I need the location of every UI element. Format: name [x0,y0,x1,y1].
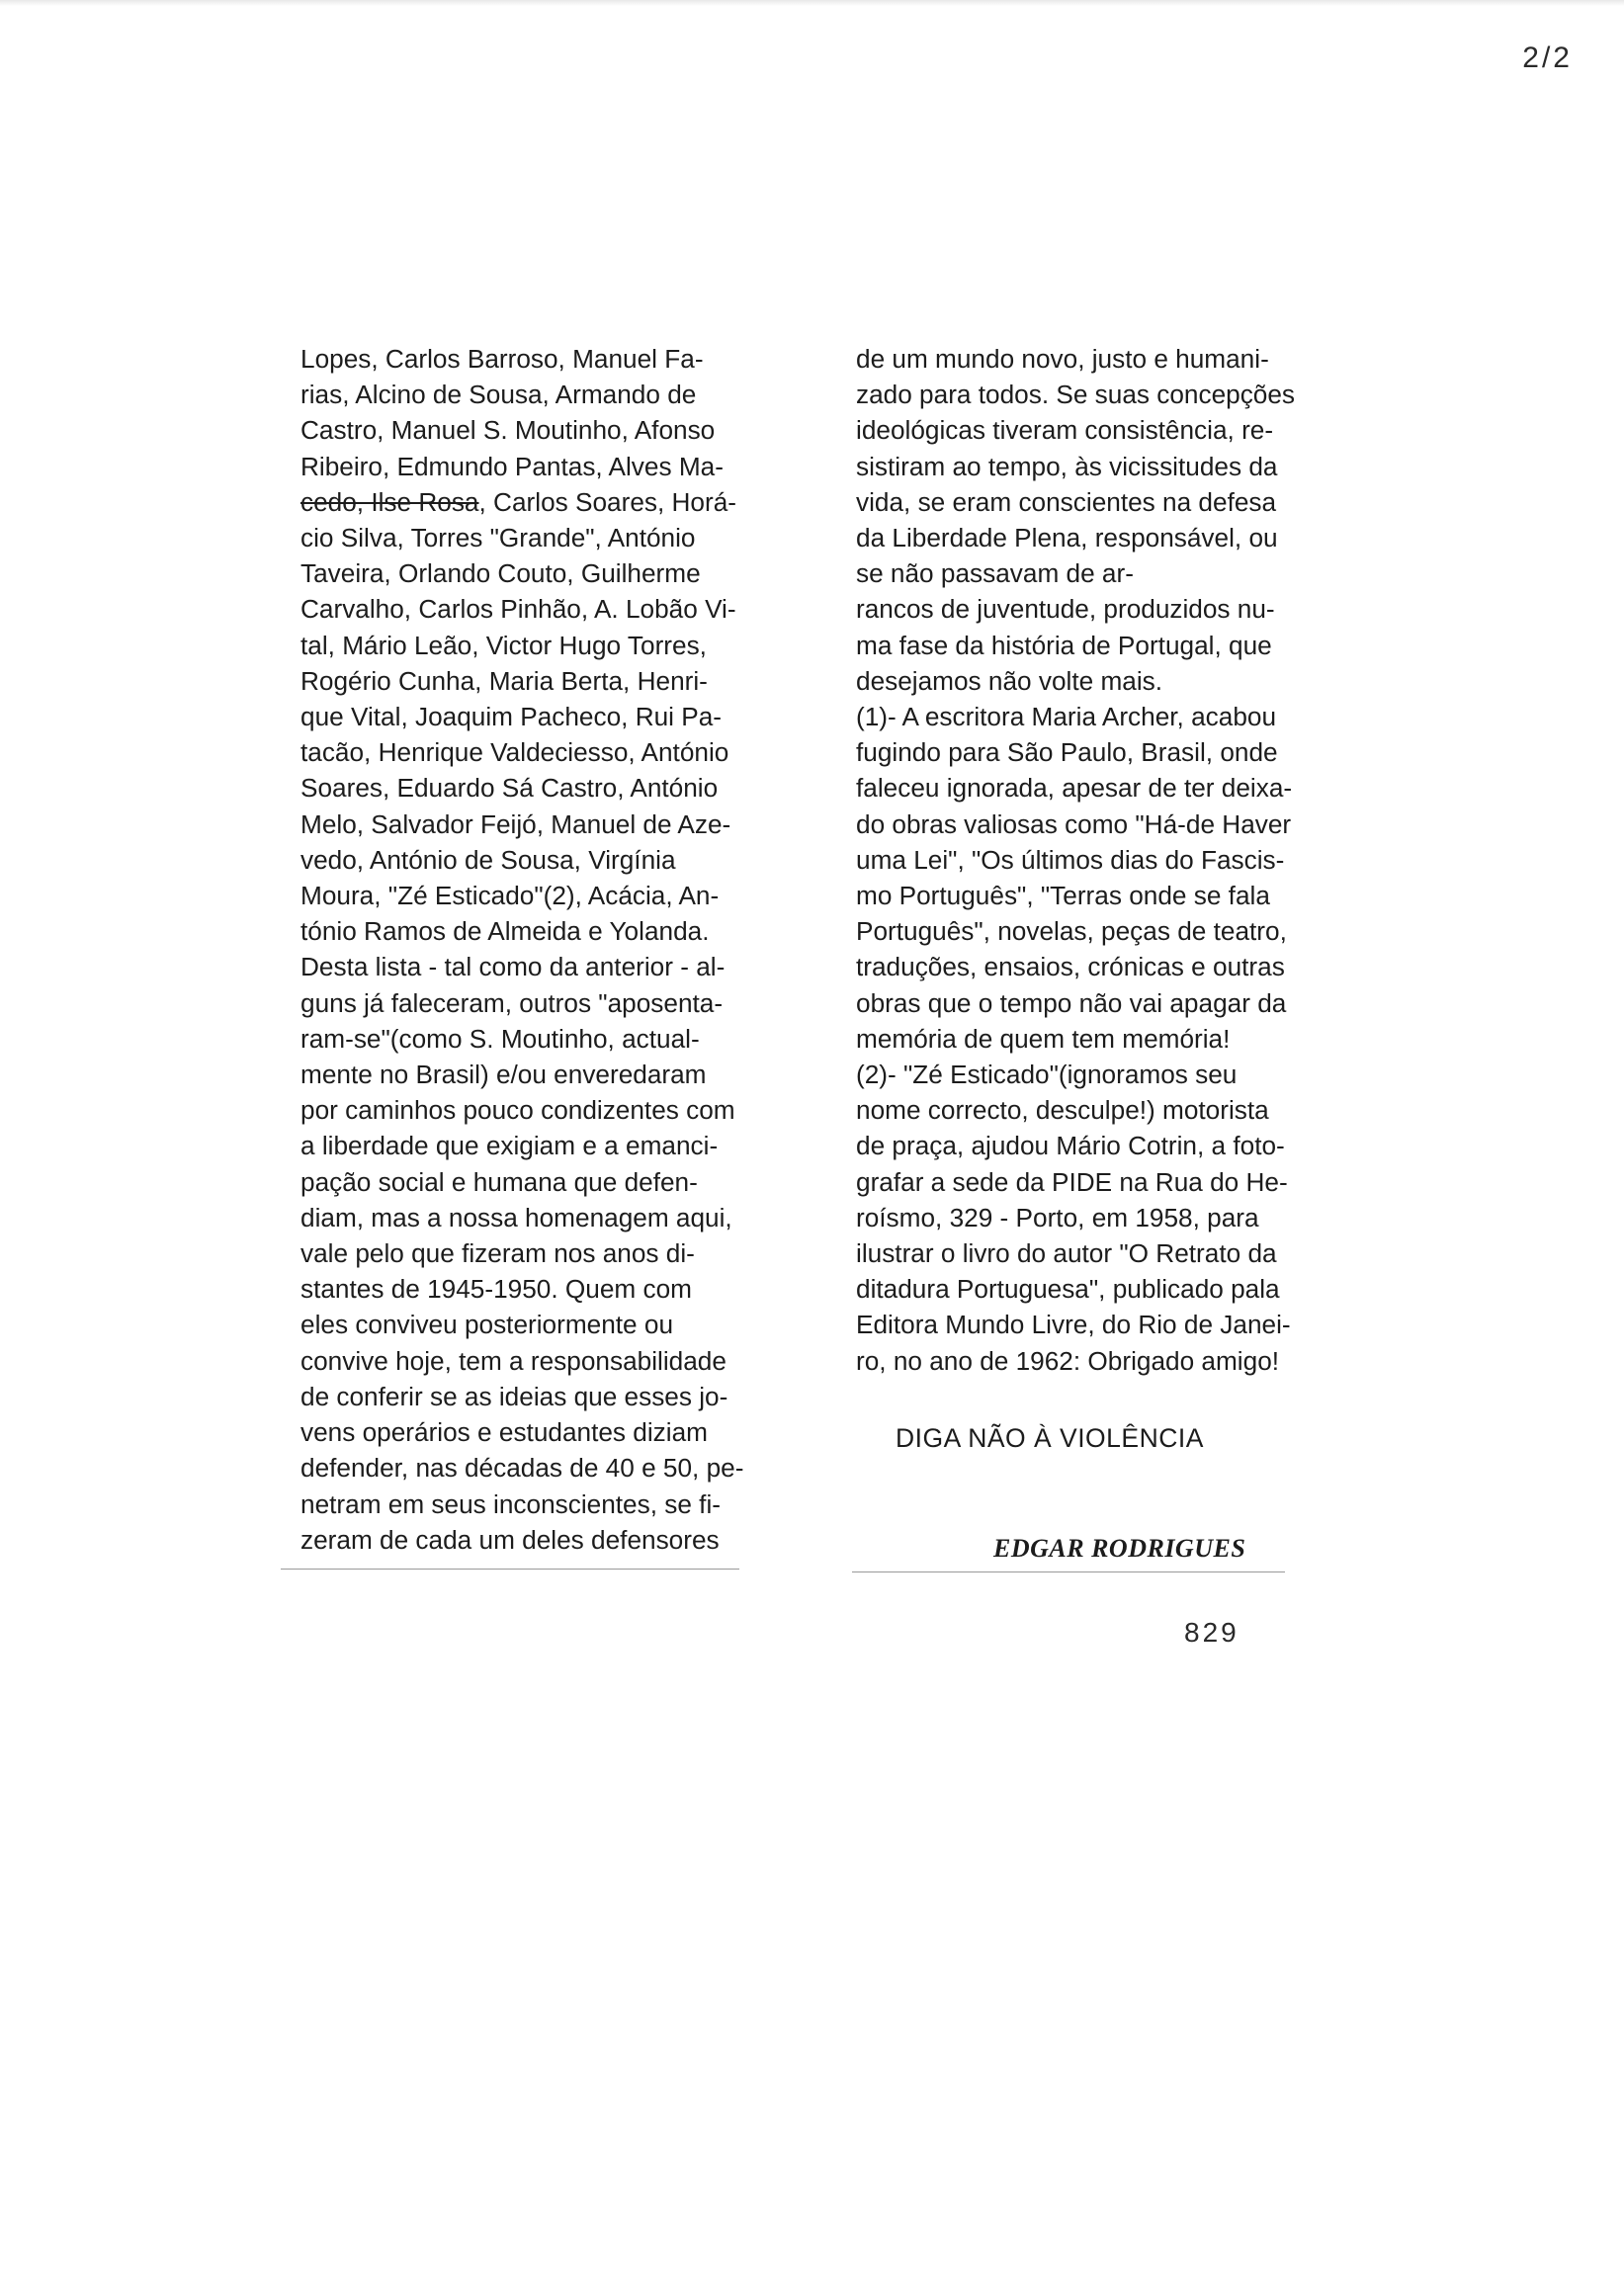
left-column-text [300,341,753,1558]
right-column-text [856,341,1309,1379]
text-line: stantes de 1945-1950. Quem com [300,1274,692,1305]
text-line: convive hoje, tem a responsabilidade [300,1345,727,1376]
text-line: netram em seus inconscientes, se fi- [300,1488,721,1519]
footnote-1-line: faleceu ignorada, apesar de ter deixa- [856,773,1293,804]
footnote-1-line: do obras valiosas como "Há-de Haver [856,808,1292,839]
right-column-bottom-rule [852,1571,1285,1572]
text-line: a liberdade que exigiam e a emanci- [300,1131,719,1161]
footnote-2-line: ilustrar o livro do autor "O Retrato da [856,1238,1277,1269]
footnote-1-line: (1)- A escritora Maria Archer, acabou [856,702,1277,732]
footnote-2-line: (2)- "Zé Esticado"(ignoramos seu [856,1060,1238,1090]
footnote-2-line: roísmo, 329 - Porto, em 1958, para [856,1202,1259,1232]
text-line: guns já faleceram, outros "aposenta- [300,987,724,1018]
text-line: de um mundo novo, justo e humani- [856,344,1269,374]
footnote-1-line: Português", novelas, peças de teatro, [856,916,1287,947]
text-line: cio Silva, Torres "Grande", António [300,523,696,553]
footnote-2-line: ro, no ano de 1962: Obrigado amigo! [856,1345,1280,1376]
text-line: Desta lista - tal como da anterior - al- [300,952,726,982]
text-line: mente no Brasil) e/ou enveredaram [300,1060,707,1090]
text-line: Moura, "Zé Esticado"(2), Acácia, An- [300,881,720,911]
footnote-1-line: memória de quem tem memória! [856,1023,1231,1054]
text-line: se não passavam de ar- [856,558,1134,589]
footnote-2-line: Editora Mundo Livre, do Rio de Janei- [856,1310,1291,1340]
text-line: sistiram ao tempo, às vicissitudes da [856,451,1278,481]
text-line: tal, Mário Leão, Victor Hugo Torres, [300,630,707,660]
text-line: vens operários e estudantes diziam [300,1417,708,1448]
text-line: da Liberdade Plena, responsável, ou [856,523,1278,553]
text-line: de conferir se as ideias que esses jo- [300,1381,728,1411]
text-line: Castro, Manuel S. Moutinho, Afonso [300,415,716,446]
text-line: Rogério Cunha, Maria Berta, Henri- [300,665,708,696]
footnote-2-line: nome correcto, desculpe!) motorista [856,1095,1269,1126]
footnote-1-line: uma Lei", "Os últimos dias do Fascis- [856,844,1285,875]
footnote-1-line: mo Português", "Terras onde se fala [856,881,1270,911]
text-line: zeram de cada um deles defensores [300,1524,720,1555]
text-line: zado para todos. Se suas concepções [856,380,1296,410]
page-counter: 2/2 [1522,42,1573,74]
text-line: rias, Alcino de Sousa, Armando de [300,380,697,410]
text-line-rest: , Carlos Soares, Horá- [478,486,737,517]
text-line: vida, se eram conscientes na defesa [856,486,1277,517]
text-line: Taveira, Orlando Couto, Guilherme [300,558,701,589]
text-line: Carvalho, Carlos Pinhão, A. Lobão Vi- [300,594,736,625]
slogan: DIGA NÃO À VIOLÊNCIA [896,1423,1204,1453]
text-line: ma fase da história de Portugal, que [856,630,1272,660]
text-line: ram-se"(como S. Moutinho, actual- [300,1023,700,1054]
text-line: que Vital, Joaquim Pacheco, Rui Pa- [300,702,723,732]
text-line: eles conviveu posteriormente ou [300,1310,674,1340]
text-line: Melo, Salvador Feijó, Manuel de Aze- [300,808,731,839]
page-number: 829 [1184,1617,1239,1648]
footnote-2-line: grafar a sede da PIDE na Rua do He- [856,1166,1288,1197]
text-line: diam, mas a nossa homenagem aqui, [300,1202,732,1232]
text-line: Lopes, Carlos Barroso, Manuel Fa- [300,344,704,374]
text-line: por caminhos pouco condizentes com [300,1095,735,1126]
text-line: Soares, Eduardo Sá Castro, António [300,773,719,804]
footnote-2-line: de praça, ajudou Mário Cotrin, a foto- [856,1131,1285,1161]
text-line: desejamos não volte mais. [856,665,1163,696]
scan-top-edge [0,0,1624,6]
text-line [300,484,753,520]
text-line: vedo, António de Sousa, Virgínia [300,844,676,875]
text-line: tónio Ramos de Almeida e Yolanda. [300,916,710,947]
text-line: vale pelo que fizeram nos anos di- [300,1238,695,1269]
text-line: ideológicas tiveram consistência, re- [856,415,1274,446]
text-line: Ribeiro, Edmundo Pantas, Alves Ma- [300,451,724,481]
footnote-1-line: fugindo para São Paulo, Brasil, onde [856,737,1278,768]
text-line: rancos de juventude, produzidos nu- [856,594,1275,625]
footnote-1-line: traduções, ensaios, crónicas e outras [856,952,1285,982]
text-line: tacão, Henrique Valdeciesso, António [300,737,729,768]
footnote-1-line: obras que o tempo não vai apagar da [856,987,1287,1018]
text-line: pação social e humana que defen- [300,1166,698,1197]
author-signature: EDGAR RODRIGUES [993,1534,1246,1563]
struck-through-text: cedo, Ilse Rosa [300,486,479,517]
text-line: defender, nas décadas de 40 e 50, pe- [300,1453,744,1484]
footnote-2-line: ditadura Portuguesa", publicado pala [856,1274,1280,1305]
left-column-bottom-rule [281,1569,739,1570]
